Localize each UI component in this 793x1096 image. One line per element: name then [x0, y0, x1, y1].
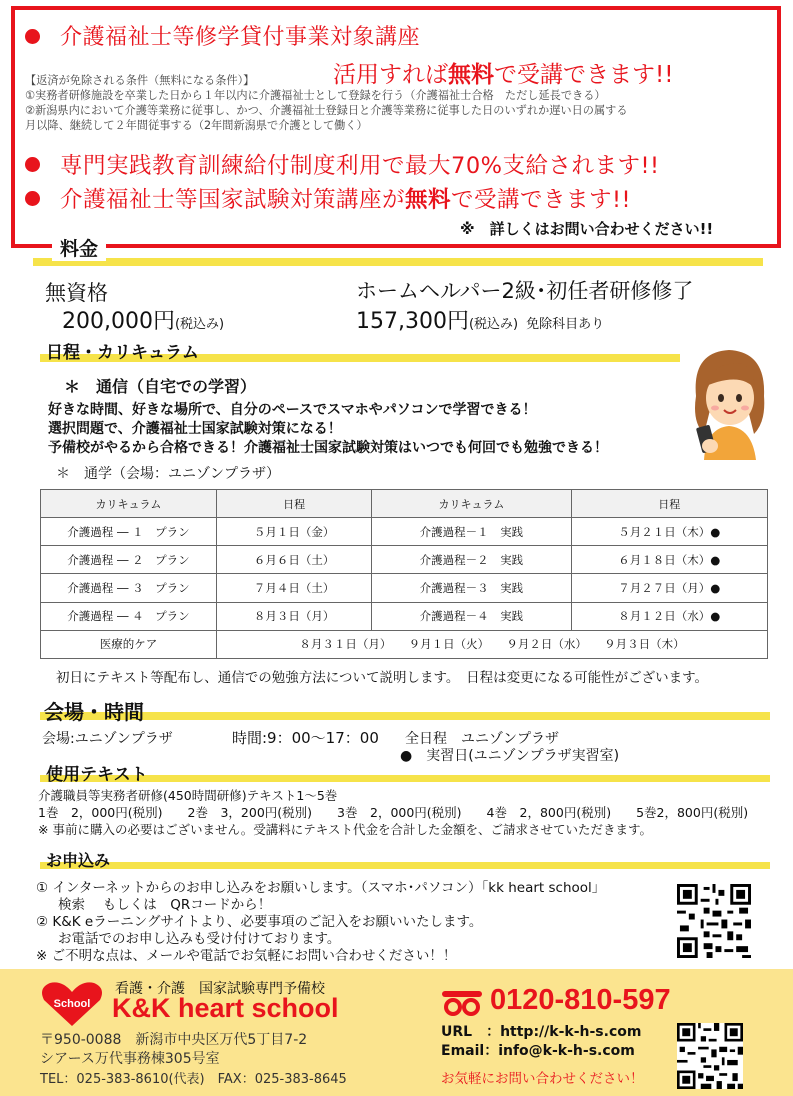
table-cell: ８月３日（月） — [216, 602, 371, 630]
schedule-table — [40, 489, 768, 659]
promo-line-benefit — [25, 148, 660, 180]
condition-1: ①実務者研修施設を卒業した日から１年以内に介護福祉士として登録を行う（介護福祉士合格 ただし延長できる） — [25, 89, 606, 102]
tsugaku-title: ＊ 通学（会場：ユニゾンプラザ） — [56, 466, 280, 482]
table-cell: 介護過程－１ 実践 — [372, 518, 571, 546]
fee-rule — [33, 258, 763, 266]
schedule-note: 初日にテキスト等配布し、通信での勉強方法について説明します。 日程は変更になる可能性がございます。 — [56, 670, 709, 686]
promo-box — [11, 6, 781, 248]
apply-line-4: お電話でのお申し込みも受け付けております。 — [58, 931, 341, 947]
table-cell-medical-dates: ８月３１日（月） ９月１日（火） ９月２日（水） ９月３日（木） — [216, 630, 767, 658]
table-cell: ６月１８日（木）● — [571, 546, 767, 574]
table-cell: 介護過程－４ 実践 — [372, 602, 571, 630]
footer-tagline: 看護・介護 国家試験専門予備校 — [115, 981, 325, 997]
apply-line-1: ① インターネットからのお申し込みをお願いします。（スマホ･パソコン）「kk heart school」 — [36, 880, 606, 896]
table-cell: 医療的ケア — [41, 630, 217, 658]
promo-free-note — [333, 56, 673, 89]
venue-time: 時間:9：00～17：00 — [232, 729, 379, 747]
school-heart-logo-icon — [40, 980, 104, 1028]
table-row — [41, 546, 768, 574]
fee-helper-tax: (税込み) — [468, 317, 519, 332]
apply-line-2: 検索 もしくは QRコードから！ — [58, 897, 272, 913]
promo-line-loan-text: 介護福祉士等修学貸付事業対象講座 — [60, 25, 421, 50]
apply-line-3: ② K&K eラーニングサイトより、必要事項のご記入をお願いいたします。 — [36, 914, 483, 930]
text-heading: 使用テキスト — [46, 765, 148, 785]
text-line-1: 介護職員等実務者研修(450時間研修)テキスト1～5巻 — [38, 788, 338, 803]
woman-avatar-icon — [684, 342, 774, 464]
table-header: 日程 — [216, 490, 371, 518]
fee-no-qual-amount: 200,000円 — [62, 309, 175, 334]
promo-line-loan — [25, 20, 420, 51]
table-cell: ８月１２日（水）● — [571, 602, 767, 630]
footer-brand: K&K heart school — [112, 993, 339, 1023]
apply-line-5: ※ ご不明な点は、メールや電話でお気軽にお問い合わせください！！ — [36, 948, 457, 964]
venue-practice: ● 実習日(ユニゾンプラザ実習室) — [400, 748, 620, 764]
contact-note: ※ 詳しくはお問い合わせください!! — [460, 220, 714, 238]
fee-heading: 料金 — [52, 234, 106, 261]
fee-no-qual-label: 無資格 — [45, 281, 108, 305]
table-header-row — [41, 490, 768, 518]
logo-word: School — [53, 998, 91, 1010]
table-cell: ６月６日（土） — [216, 546, 371, 574]
promo-free-post: で受講できます!! — [494, 62, 674, 88]
table-row-medical — [41, 630, 768, 658]
table-cell: ５月２１日（木）● — [571, 518, 767, 546]
table-row — [41, 518, 768, 546]
text-line-3: ※ 事前に購入の必要はございません。受講料にテキスト代金を合計した金額を、ご請求させていただきます。 — [38, 822, 652, 837]
venue-heading: 会場・時間 — [44, 700, 144, 724]
footer-tel: TEL：025-383-8610(代表) FAX：025-383-8645 — [40, 1072, 347, 1087]
venue-label: 会場:ユニゾンプラザ — [42, 731, 173, 747]
fee-helper-label: ホームヘルパー2級･初任者研修修了 — [356, 279, 694, 303]
fee-helper-exempt: 免除科目あり — [526, 317, 605, 332]
apply-rule — [40, 862, 770, 869]
promo-free-bold: 無料 — [448, 62, 494, 88]
table-cell: ７月４日（土） — [216, 574, 371, 602]
fee-helper-amount: 157,300円 — [356, 309, 469, 334]
tsushin-title: ＊ 通信（自宅での学習） — [64, 377, 257, 396]
table-cell: 介護過程－３ 実践 — [372, 574, 571, 602]
footer-address-1: 〒950-0088 新潟市中央区万代5丁目7-2 — [40, 1032, 308, 1048]
promo-exam-post: で受講できます!! — [451, 187, 632, 213]
footer-contact-note: お気軽にお問い合わせください！ — [441, 1071, 644, 1087]
table-cell: 介護過程 ― ３ プラン — [41, 574, 217, 602]
footer-email[interactable]: Email：info@k-k-h-s.com — [441, 1043, 635, 1059]
tsushin-line-3: 予備校がやるから合格できる！介護福祉士国家試験対策はいつでも何回でも勉強できる！ — [48, 440, 608, 456]
red-bullet-icon — [25, 157, 40, 172]
footer-qr-code-icon[interactable] — [677, 1023, 743, 1089]
red-bullet-icon — [25, 29, 40, 44]
apply-heading: お申込み — [46, 851, 111, 870]
tsushin-line-1: 好きな時間、好きな場所で、自分のペースでスマホやパソコンで学習できる！ — [48, 402, 537, 418]
table-cell: ７月２７日（月）● — [571, 574, 767, 602]
free-dial-icon — [441, 990, 483, 1016]
schedule-heading: 日程・カリキュラム — [46, 343, 199, 363]
table-row — [41, 602, 768, 630]
table-header: 日程 — [571, 490, 767, 518]
text-line-2: 1巻 2，000円(税別) 2巻 3，200円(税別) 3巻 2，000円(税別) 4巻 2，800円(税別) 5巻2，800円(税別) — [38, 805, 749, 820]
qr-code-icon[interactable] — [677, 884, 751, 958]
table-row — [41, 574, 768, 602]
promo-free-pre: 活用すれば — [333, 62, 448, 88]
table-cell: ５月１日（金） — [216, 518, 371, 546]
table-header: カリキュラム — [372, 490, 571, 518]
promo-exam-bold: 無料 — [405, 187, 452, 213]
tsushin-line-2: 選択問題で、介護福祉士国家試験対策になる！ — [48, 421, 342, 437]
text-rule — [40, 775, 770, 782]
table-cell: 介護過程 ― ４ プラン — [41, 602, 217, 630]
table-cell: 介護過程－２ 実践 — [372, 546, 571, 574]
table-cell: 介護過程 ― ２ プラン — [41, 546, 217, 574]
table-header: カリキュラム — [41, 490, 217, 518]
condition-2: ②新潟県内において介護等業務に従事し、かつ、介護福祉士登録日と介護等業務に従事した日のいずれか遅い日の属する — [25, 104, 628, 117]
promo-exam-pre: 介護福祉士等国家試験対策講座が — [60, 187, 406, 213]
promo-line-benefit-text: 専門実践教育訓練給付制度利用で最大70%支給されます!! — [60, 153, 660, 179]
fee-no-qual-tax: (税込み) — [174, 317, 225, 332]
condition-title: 【返済が免除される条件（無料になる条件）】 — [25, 74, 255, 87]
condition-3: 月以降、継続して２年間従事する（2年間新潟県で介護として働く） — [25, 119, 368, 132]
footer-address-2: シアース万代事務棟305号室 — [40, 1051, 220, 1067]
promo-line-exam — [25, 182, 631, 214]
red-bullet-icon — [25, 191, 40, 206]
footer-phone[interactable]: 0120-810-597 — [490, 984, 671, 1016]
footer-url[interactable]: URL ：http://k-k-h-s.com — [441, 1024, 642, 1040]
table-cell: 介護過程 ― １ プラン — [41, 518, 217, 546]
fee-helper-price — [356, 304, 604, 335]
venue-rule — [40, 712, 770, 720]
fee-no-qual-price — [62, 304, 224, 335]
venue-all-days: 全日程 ユニゾンプラザ — [405, 731, 559, 747]
